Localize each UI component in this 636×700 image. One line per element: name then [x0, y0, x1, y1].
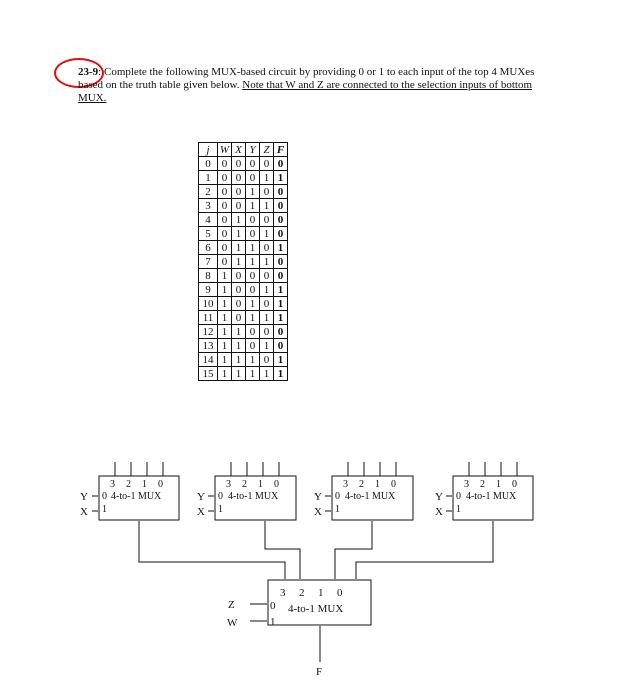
bottom-mux-input-2: 2: [299, 587, 305, 599]
table-cell: 0: [246, 213, 260, 227]
table-cell: 0: [218, 213, 232, 227]
problem-note: Note that W and Z are connected to the selection inputs of bottom: [242, 79, 533, 91]
table-cell: 1: [274, 311, 288, 325]
table-cell: 0: [260, 157, 274, 171]
table-cell: 0: [218, 185, 232, 199]
table-cell: 0: [232, 157, 246, 171]
table-cell: 0: [232, 297, 246, 311]
mux-3-input-2: 2: [359, 479, 364, 490]
table-cell: 1: [260, 199, 274, 213]
table-cell: 1: [260, 311, 274, 325]
table-cell: 0: [260, 241, 274, 255]
table-cell: 4: [199, 213, 218, 227]
table-cell: 1: [246, 241, 260, 255]
table-cell: 0: [274, 255, 288, 269]
table-cell: 0: [246, 283, 260, 297]
table-cell: 1: [218, 353, 232, 367]
mux-2-input-1: 1: [258, 479, 263, 490]
table-cell: 0: [232, 185, 246, 199]
mux-1-select-y: Y: [80, 491, 88, 503]
table-cell: 0: [199, 157, 218, 171]
table-cell: 0: [260, 325, 274, 339]
mux-2-input-2: 2: [242, 479, 247, 490]
table-cell: 0: [274, 185, 288, 199]
mux-3-input-1: 1: [375, 479, 380, 490]
table-cell: 15: [199, 367, 218, 381]
table-cell: 1: [232, 227, 246, 241]
mux-1-input-3: 3: [110, 479, 115, 490]
table-cell: 0: [246, 339, 260, 353]
table-cell: 14: [199, 353, 218, 367]
table-cell: 12: [199, 325, 218, 339]
table-cell: 1: [274, 297, 288, 311]
table-cell: 0: [274, 227, 288, 241]
header-x: X: [232, 143, 246, 157]
table-cell: 1: [274, 241, 288, 255]
bottom-mux-input-0: 0: [337, 587, 343, 599]
table-cell: 1: [246, 297, 260, 311]
mux-4-select-y: Y: [435, 491, 443, 503]
table-cell: 1: [274, 171, 288, 185]
table-cell: 0: [246, 325, 260, 339]
bottom-mux: [250, 580, 371, 662]
table-cell: 1: [218, 311, 232, 325]
table-cell: 0: [218, 171, 232, 185]
table-cell: 0: [246, 269, 260, 283]
table-cell: 1: [260, 171, 274, 185]
mux-1-select-x: X: [80, 506, 88, 518]
table-cell: 1: [274, 353, 288, 367]
header-f: F: [274, 143, 288, 157]
table-cell: 1: [246, 185, 260, 199]
mux-3-input-0: 0: [391, 479, 396, 490]
table-cell: 0: [260, 213, 274, 227]
mux-4-label: 4-to-1 MUX: [466, 491, 517, 502]
table-cell: 1: [260, 255, 274, 269]
table-cell: 0: [260, 297, 274, 311]
table-cell: 0: [274, 199, 288, 213]
table-cell: 1: [232, 367, 246, 381]
header-y: Y: [246, 143, 260, 157]
table-cell: 0: [260, 185, 274, 199]
mux-1-input-2: 2: [126, 479, 131, 490]
table-cell: 1: [246, 367, 260, 381]
mux-1-select-1: 1: [102, 504, 107, 515]
problem-line-1: 23-9: Complete the following MUX-based circuit by providing 0 or 1 to each input of the top 4 MUXes: [78, 66, 535, 78]
table-cell: 3: [199, 199, 218, 213]
mux-1-input-1: 1: [142, 479, 147, 490]
table-cell: 1: [274, 283, 288, 297]
table-cell: 1: [246, 199, 260, 213]
table-cell: 5: [199, 227, 218, 241]
bottom-mux-input-1: 1: [318, 587, 324, 599]
table-cell: 8: [199, 269, 218, 283]
mux-3-select-x: X: [314, 506, 322, 518]
header-z: Z: [260, 143, 274, 157]
table-cell: 1: [218, 269, 232, 283]
table-cell: 1: [274, 367, 288, 381]
table-cell: 0: [260, 353, 274, 367]
table-cell: 0: [274, 339, 288, 353]
table-cell: 0: [246, 171, 260, 185]
table-cell: 0: [218, 199, 232, 213]
table-cell: 1: [232, 255, 246, 269]
table-cell: 1: [232, 339, 246, 353]
mux-4-input-3: 3: [464, 479, 469, 490]
table-cell: 2: [199, 185, 218, 199]
mux-2-select-x: X: [197, 506, 205, 518]
table-cell: 0: [232, 283, 246, 297]
bottom-select-w: W: [227, 617, 238, 629]
table-cell: 1: [246, 353, 260, 367]
table-cell: 1: [246, 311, 260, 325]
bottom-mux-select-1: 1: [270, 616, 276, 628]
bottom-mux-label: 4-to-1 MUX: [288, 603, 344, 615]
table-cell: 0: [232, 311, 246, 325]
interconnect-wires: [139, 521, 493, 579]
mux-2-select-1: 1: [218, 504, 223, 515]
bottom-select-z: Z: [228, 599, 235, 611]
table-cell: 11: [199, 311, 218, 325]
table-cell: 6: [199, 241, 218, 255]
mux-3-select-1: 1: [335, 504, 340, 515]
mux-4-input-1: 1: [496, 479, 501, 490]
bottom-mux-input-3: 3: [280, 587, 286, 599]
table-cell: 0: [274, 157, 288, 171]
table-cell: 1: [218, 297, 232, 311]
table-cell: 0: [232, 171, 246, 185]
table-cell: 1: [199, 171, 218, 185]
table-cell: 7: [199, 255, 218, 269]
problem-note-end: MUX.: [78, 92, 107, 104]
mux-3-select-y: Y: [314, 491, 322, 503]
table-cell: 1: [260, 339, 274, 353]
mux-1-select-0: 0: [102, 491, 107, 502]
mux-4-input-2: 2: [480, 479, 485, 490]
mux-4-select-x: X: [435, 506, 443, 518]
mux-3-select-0: 0: [335, 491, 340, 502]
output-f-label: F: [316, 666, 323, 678]
table-cell: 0: [260, 269, 274, 283]
table-cell: 0: [274, 325, 288, 339]
table-cell: 1: [232, 241, 246, 255]
table-cell: 1: [218, 325, 232, 339]
problem-number: 23-9: [78, 66, 99, 78]
table-cell: 0: [232, 199, 246, 213]
mux-2-input-3: 3: [226, 479, 231, 490]
table-cell: 1: [260, 227, 274, 241]
table-cell: 0: [274, 269, 288, 283]
table-cell: 13: [199, 339, 218, 353]
table-cell: 1: [232, 353, 246, 367]
bottom-mux-select-0: 0: [270, 600, 276, 612]
table-cell: 0: [246, 227, 260, 241]
mux-3-label: 4-to-1 MUX: [345, 491, 396, 502]
table-cell: 1: [260, 367, 274, 381]
table-cell: 1: [232, 325, 246, 339]
table-cell: 10: [199, 297, 218, 311]
table-cell: 0: [246, 157, 260, 171]
mux-1-input-0: 0: [158, 479, 163, 490]
header-j: j: [199, 143, 218, 157]
problem-text-1: Complete the following MUX-based circuit by providing 0 or 1 to each input of the top 4 MUXes: [103, 66, 535, 78]
header-w: W: [218, 143, 232, 157]
table-cell: 1: [218, 339, 232, 353]
table-cell: 1: [260, 283, 274, 297]
table-cell: 0: [218, 255, 232, 269]
table-cell: 0: [218, 227, 232, 241]
mux-4-input-0: 0: [512, 479, 517, 490]
mux-2-select-y: Y: [197, 491, 205, 503]
table-cell: 1: [232, 213, 246, 227]
mux-4-select-1: 1: [456, 504, 461, 515]
table-cell: 1: [246, 255, 260, 269]
table-cell: 0: [218, 157, 232, 171]
mux-3-input-3: 3: [343, 479, 348, 490]
mux-2-input-0: 0: [274, 479, 279, 490]
mux-4-select-0: 0: [456, 491, 461, 502]
mux-1-label: 4-to-1 MUX: [111, 491, 162, 502]
mux-2-label: 4-to-1 MUX: [228, 491, 279, 502]
problem-text-2: based on the truth table given below.: [78, 79, 243, 91]
table-cell: 9: [199, 283, 218, 297]
table-cell: 1: [218, 367, 232, 381]
table-cell: 0: [232, 269, 246, 283]
table-cell: 0: [218, 241, 232, 255]
mux-2-select-0: 0: [218, 491, 223, 502]
table-cell: 1: [218, 283, 232, 297]
table-cell: 0: [274, 213, 288, 227]
